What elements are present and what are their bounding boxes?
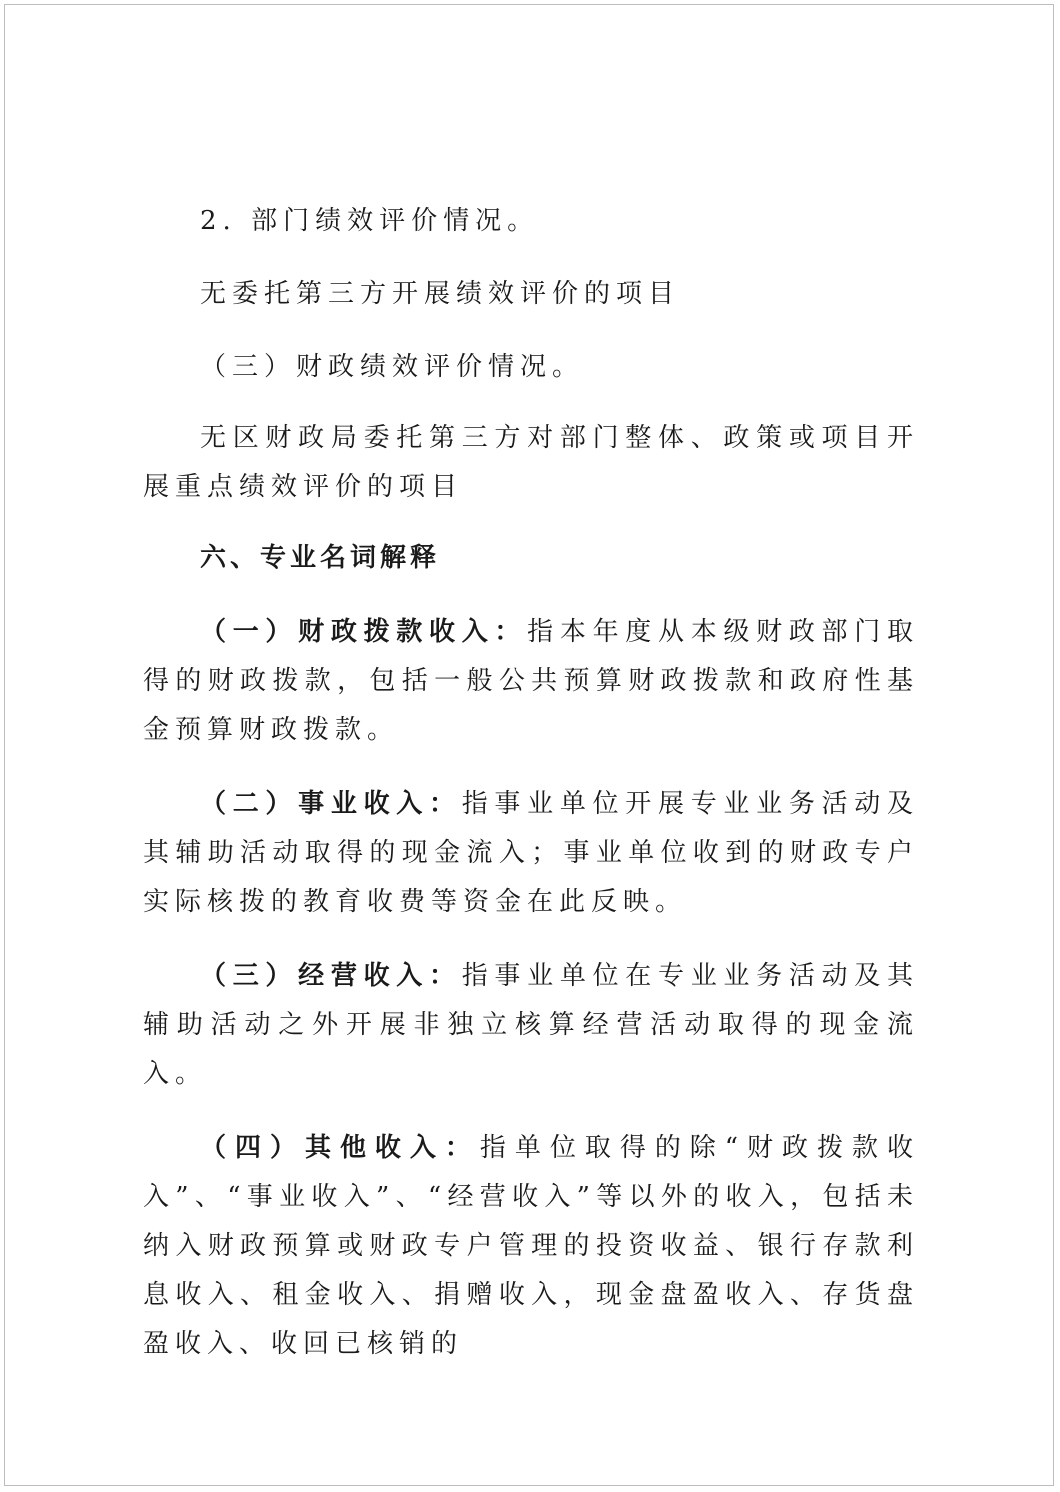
paragraph-department-evaluation: 2. 部门绩效评价情况。 [200, 206, 540, 236]
section-heading-glossary: 六、专业名词解释 [200, 543, 441, 573]
document-body [143, 197, 919, 1369]
paragraph-no-third-party: 无委托第三方开展绩效评价的项目 [200, 279, 681, 309]
glossary-definition: 指单位取得的除“财政拨款收入”、“事业收入”、“经营收入”等以外的收入，包括未纳入财政预算或财政专户管理的投资收益、银行存款利息收入、租金收入、捐赠收入，现金盘盈收入、存货盘盈收入、收回已核销的 [143, 1133, 919, 1359]
glossary-definition: 指事业单位开展专业业务活动及其辅助活动取得的现金流入；事业单位收到的财政专户实际核拨的教育收费等资金在此反映。 [143, 789, 919, 917]
paragraph-no-finance-bureau: 无区财政局委托第三方对部门整体、政策或项目开展重点绩效评价的项目 [143, 423, 919, 502]
glossary-definition: 指事业单位在专业业务活动及其辅助活动之外开展非独立核算经营活动取得的现金流入。 [143, 961, 919, 1089]
glossary-item-operating-income [143, 952, 919, 1099]
glossary-item-other-income [143, 1124, 919, 1369]
glossary-term: （一）财政拨款收入： [200, 617, 528, 647]
glossary-item-fiscal-appropriation [143, 608, 919, 755]
glossary-term: （四）其他收入： [200, 1133, 480, 1163]
glossary-item-business-income [143, 780, 919, 927]
glossary-definition: 指本年度从本级财政部门取得的财政拨款，包括一般公共预算财政拨款和政府性基金预算财政拨款。 [143, 617, 919, 745]
glossary-term: （二）事业收入： [200, 789, 462, 819]
paragraph-fiscal-evaluation: （三）财政绩效评价情况。 [200, 352, 585, 382]
glossary-term: （三）经营收入： [200, 961, 462, 991]
